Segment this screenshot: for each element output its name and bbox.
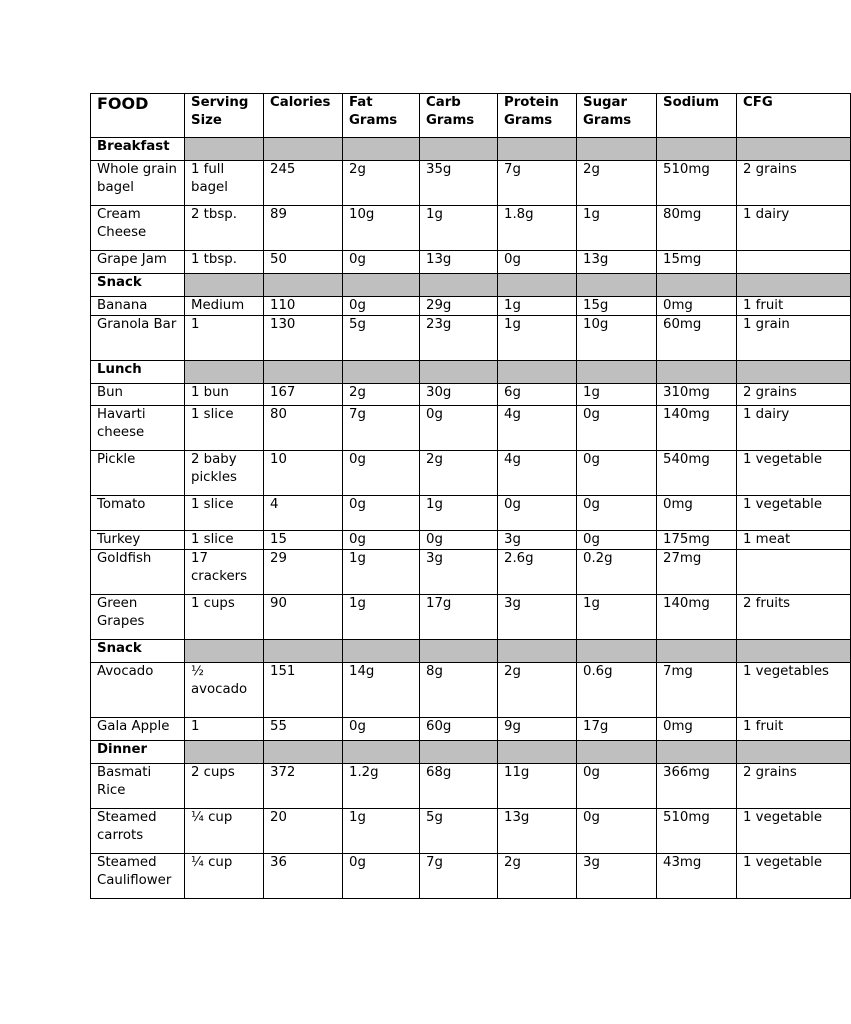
cell-food-name: Gala Apple [91, 718, 185, 741]
cell-cfg [737, 550, 851, 595]
cell-food-name: Green Grapes [91, 595, 185, 640]
table-row [91, 384, 851, 406]
cell-fat-grams: 1g [343, 595, 420, 640]
cell-sodium: 310mg [657, 384, 737, 406]
header-sodium: Sodium [657, 94, 737, 138]
cell-carb-grams: 7g [420, 854, 498, 899]
cell-fat-grams: 0g [343, 451, 420, 496]
section-shaded-cell [498, 741, 577, 764]
cell-serving-size: 1 slice [185, 531, 264, 550]
table-row [91, 251, 851, 274]
header-food: FOOD [91, 94, 185, 138]
section-shaded-cell [264, 640, 343, 663]
cell-sugar-grams: 0g [577, 406, 657, 451]
cell-calories: 55 [264, 718, 343, 741]
cell-sugar-grams: 0g [577, 451, 657, 496]
cell-serving-size: 2 tbsp. [185, 206, 264, 251]
nutrition-table [90, 93, 851, 899]
cell-protein-grams: 4g [498, 451, 577, 496]
cell-sugar-grams: 2g [577, 161, 657, 206]
cell-sugar-grams: 1g [577, 384, 657, 406]
cell-calories: 245 [264, 161, 343, 206]
cell-protein-grams: 2g [498, 854, 577, 899]
cell-fat-grams: 7g [343, 406, 420, 451]
table-row [91, 550, 851, 595]
table-row [91, 854, 851, 899]
cell-sugar-grams: 0g [577, 496, 657, 531]
section-shaded-cell [185, 274, 264, 297]
section-shaded-cell [577, 138, 657, 161]
section-shaded-cell [185, 640, 264, 663]
cell-protein-grams: 4g [498, 406, 577, 451]
cell-sodium: 175mg [657, 531, 737, 550]
cell-food-name: Avocado [91, 663, 185, 718]
cell-serving-size: ½ avocado [185, 663, 264, 718]
cell-serving-size: 1 tbsp. [185, 251, 264, 274]
cell-sodium: 540mg [657, 451, 737, 496]
cell-calories: 130 [264, 316, 343, 361]
cell-fat-grams: 0g [343, 854, 420, 899]
cell-cfg: 1 dairy [737, 206, 851, 251]
cell-sodium: 140mg [657, 406, 737, 451]
section-row [91, 741, 851, 764]
cell-sodium: 15mg [657, 251, 737, 274]
section-shaded-cell [737, 640, 851, 663]
section-title: Snack [91, 640, 185, 663]
cell-protein-grams: 1g [498, 316, 577, 361]
section-shaded-cell [420, 741, 498, 764]
table-row [91, 297, 851, 316]
section-shaded-cell [657, 640, 737, 663]
section-title: Breakfast [91, 138, 185, 161]
section-shaded-cell [185, 361, 264, 384]
table-row [91, 451, 851, 496]
cell-fat-grams: 1g [343, 809, 420, 854]
section-shaded-cell [264, 138, 343, 161]
cell-carb-grams: 0g [420, 531, 498, 550]
cell-sodium: 80mg [657, 206, 737, 251]
section-shaded-cell [737, 741, 851, 764]
header-cfg: CFG [737, 94, 851, 138]
section-title: Dinner [91, 741, 185, 764]
cell-food-name: Banana [91, 297, 185, 316]
cell-carb-grams: 29g [420, 297, 498, 316]
cell-serving-size: ¼ cup [185, 854, 264, 899]
cell-protein-grams: 2g [498, 663, 577, 718]
section-shaded-cell [343, 138, 420, 161]
cell-fat-grams: 10g [343, 206, 420, 251]
cell-calories: 10 [264, 451, 343, 496]
section-shaded-cell [185, 138, 264, 161]
cell-serving-size: 17 crackers [185, 550, 264, 595]
cell-serving-size: 1 full bagel [185, 161, 264, 206]
cell-sodium: 27mg [657, 550, 737, 595]
cell-calories: 167 [264, 384, 343, 406]
section-shaded-cell [657, 741, 737, 764]
cell-calories: 80 [264, 406, 343, 451]
cell-serving-size: 1 slice [185, 496, 264, 531]
cell-serving-size: 1 slice [185, 406, 264, 451]
cell-serving-size: 2 cups [185, 764, 264, 809]
cell-protein-grams: 1.8g [498, 206, 577, 251]
cell-protein-grams: 7g [498, 161, 577, 206]
cell-cfg: 1 vegetables [737, 663, 851, 718]
cell-sodium: 510mg [657, 161, 737, 206]
cell-food-name: Steamed carrots [91, 809, 185, 854]
section-shaded-cell [577, 741, 657, 764]
cell-fat-grams: 5g [343, 316, 420, 361]
cell-calories: 36 [264, 854, 343, 899]
cell-serving-size: 1 cups [185, 595, 264, 640]
cell-carb-grams: 17g [420, 595, 498, 640]
section-shaded-cell [657, 274, 737, 297]
cell-cfg: 2 grains [737, 764, 851, 809]
cell-sugar-grams: 1g [577, 595, 657, 640]
cell-sugar-grams: 0.6g [577, 663, 657, 718]
cell-fat-grams: 2g [343, 161, 420, 206]
cell-carb-grams: 8g [420, 663, 498, 718]
cell-food-name: Turkey [91, 531, 185, 550]
section-shaded-cell [657, 138, 737, 161]
cell-food-name: Pickle [91, 451, 185, 496]
section-shaded-cell [577, 361, 657, 384]
section-title: Snack [91, 274, 185, 297]
cell-cfg: 1 grain [737, 316, 851, 361]
section-shaded-cell [343, 361, 420, 384]
section-shaded-cell [498, 138, 577, 161]
table-header-row [91, 94, 851, 138]
section-shaded-cell [577, 640, 657, 663]
cell-calories: 151 [264, 663, 343, 718]
cell-food-name: Goldfish [91, 550, 185, 595]
section-shaded-cell [420, 361, 498, 384]
cell-fat-grams: 0g [343, 718, 420, 741]
cell-sodium: 140mg [657, 595, 737, 640]
cell-calories: 110 [264, 297, 343, 316]
section-row [91, 361, 851, 384]
header-protein-grams: Protein Grams [498, 94, 577, 138]
cell-food-name: Steamed Cauliflower [91, 854, 185, 899]
cell-cfg: 1 fruit [737, 297, 851, 316]
section-shaded-cell [343, 741, 420, 764]
section-shaded-cell [264, 361, 343, 384]
cell-protein-grams: 3g [498, 531, 577, 550]
cell-protein-grams: 13g [498, 809, 577, 854]
cell-calories: 90 [264, 595, 343, 640]
cell-protein-grams: 9g [498, 718, 577, 741]
cell-food-name: Grape Jam [91, 251, 185, 274]
table-row [91, 406, 851, 451]
cell-protein-grams: 2.6g [498, 550, 577, 595]
cell-sodium: 0mg [657, 496, 737, 531]
cell-calories: 372 [264, 764, 343, 809]
table-row [91, 161, 851, 206]
cell-sodium: 7mg [657, 663, 737, 718]
cell-cfg: 1 meat [737, 531, 851, 550]
cell-food-name: Whole grain bagel [91, 161, 185, 206]
cell-food-name: Havarti cheese [91, 406, 185, 451]
section-shaded-cell [737, 274, 851, 297]
cell-cfg [737, 251, 851, 274]
section-shaded-cell [264, 274, 343, 297]
cell-sugar-grams: 1g [577, 206, 657, 251]
cell-carb-grams: 13g [420, 251, 498, 274]
section-row [91, 274, 851, 297]
cell-food-name: Bun [91, 384, 185, 406]
header-carb-grams: Carb Grams [420, 94, 498, 138]
table-body [91, 138, 851, 899]
cell-carb-grams: 5g [420, 809, 498, 854]
cell-serving-size: Medium [185, 297, 264, 316]
cell-sugar-grams: 0g [577, 764, 657, 809]
cell-cfg: 2 grains [737, 384, 851, 406]
section-shaded-cell [498, 640, 577, 663]
cell-sugar-grams: 10g [577, 316, 657, 361]
section-shaded-cell [577, 274, 657, 297]
section-shaded-cell [498, 274, 577, 297]
cell-serving-size: 1 [185, 316, 264, 361]
header-fat-grams: Fat Grams [343, 94, 420, 138]
section-shaded-cell [343, 274, 420, 297]
table-row [91, 206, 851, 251]
table-row [91, 809, 851, 854]
cell-calories: 29 [264, 550, 343, 595]
cell-sodium: 43mg [657, 854, 737, 899]
header-sugar-grams: Sugar Grams [577, 94, 657, 138]
cell-protein-grams: 0g [498, 496, 577, 531]
section-shaded-cell [498, 361, 577, 384]
cell-carb-grams: 1g [420, 496, 498, 531]
section-shaded-cell [737, 361, 851, 384]
cell-fat-grams: 1g [343, 550, 420, 595]
cell-cfg: 1 vegetable [737, 451, 851, 496]
cell-cfg: 1 vegetable [737, 496, 851, 531]
cell-sodium: 60mg [657, 316, 737, 361]
cell-food-name: Basmati Rice [91, 764, 185, 809]
cell-protein-grams: 1g [498, 297, 577, 316]
cell-cfg: 2 grains [737, 161, 851, 206]
cell-fat-grams: 0g [343, 251, 420, 274]
cell-fat-grams: 2g [343, 384, 420, 406]
cell-carb-grams: 60g [420, 718, 498, 741]
cell-carb-grams: 1g [420, 206, 498, 251]
cell-cfg: 1 vegetable [737, 809, 851, 854]
cell-carb-grams: 35g [420, 161, 498, 206]
cell-food-name: Granola Bar [91, 316, 185, 361]
section-title: Lunch [91, 361, 185, 384]
cell-sodium: 0mg [657, 297, 737, 316]
header-serving-size: Serving Size [185, 94, 264, 138]
header-calories: Calories [264, 94, 343, 138]
cell-fat-grams: 0g [343, 496, 420, 531]
cell-serving-size: 2 baby pickles [185, 451, 264, 496]
cell-sodium: 510mg [657, 809, 737, 854]
section-shaded-cell [185, 741, 264, 764]
section-shaded-cell [420, 274, 498, 297]
cell-carb-grams: 0g [420, 406, 498, 451]
section-shaded-cell [264, 741, 343, 764]
cell-sugar-grams: 13g [577, 251, 657, 274]
cell-cfg: 1 vegetable [737, 854, 851, 899]
cell-sugar-grams: 0.2g [577, 550, 657, 595]
cell-protein-grams: 11g [498, 764, 577, 809]
section-shaded-cell [737, 138, 851, 161]
table-row [91, 496, 851, 531]
cell-serving-size: 1 [185, 718, 264, 741]
cell-protein-grams: 0g [498, 251, 577, 274]
cell-fat-grams: 14g [343, 663, 420, 718]
table-row [91, 718, 851, 741]
cell-carb-grams: 3g [420, 550, 498, 595]
cell-sodium: 0mg [657, 718, 737, 741]
table-row [91, 663, 851, 718]
cell-cfg: 1 dairy [737, 406, 851, 451]
section-row [91, 640, 851, 663]
cell-carb-grams: 2g [420, 451, 498, 496]
cell-sugar-grams: 0g [577, 809, 657, 854]
cell-fat-grams: 0g [343, 531, 420, 550]
table-row [91, 531, 851, 550]
cell-cfg: 1 fruit [737, 718, 851, 741]
section-row [91, 138, 851, 161]
cell-protein-grams: 3g [498, 595, 577, 640]
cell-protein-grams: 6g [498, 384, 577, 406]
cell-calories: 20 [264, 809, 343, 854]
cell-serving-size: 1 bun [185, 384, 264, 406]
table-row [91, 595, 851, 640]
cell-fat-grams: 0g [343, 297, 420, 316]
cell-calories: 15 [264, 531, 343, 550]
section-shaded-cell [657, 361, 737, 384]
cell-carb-grams: 23g [420, 316, 498, 361]
cell-food-name: Cream Cheese [91, 206, 185, 251]
cell-sugar-grams: 3g [577, 854, 657, 899]
cell-fat-grams: 1.2g [343, 764, 420, 809]
cell-food-name: Tomato [91, 496, 185, 531]
section-shaded-cell [420, 640, 498, 663]
cell-sugar-grams: 17g [577, 718, 657, 741]
cell-sugar-grams: 15g [577, 297, 657, 316]
cell-sodium: 366mg [657, 764, 737, 809]
cell-serving-size: ¼ cup [185, 809, 264, 854]
section-shaded-cell [343, 640, 420, 663]
table-row [91, 316, 851, 361]
cell-calories: 50 [264, 251, 343, 274]
cell-sugar-grams: 0g [577, 531, 657, 550]
table-row [91, 764, 851, 809]
cell-cfg: 2 fruits [737, 595, 851, 640]
cell-calories: 89 [264, 206, 343, 251]
cell-calories: 4 [264, 496, 343, 531]
cell-carb-grams: 30g [420, 384, 498, 406]
section-shaded-cell [420, 138, 498, 161]
cell-carb-grams: 68g [420, 764, 498, 809]
